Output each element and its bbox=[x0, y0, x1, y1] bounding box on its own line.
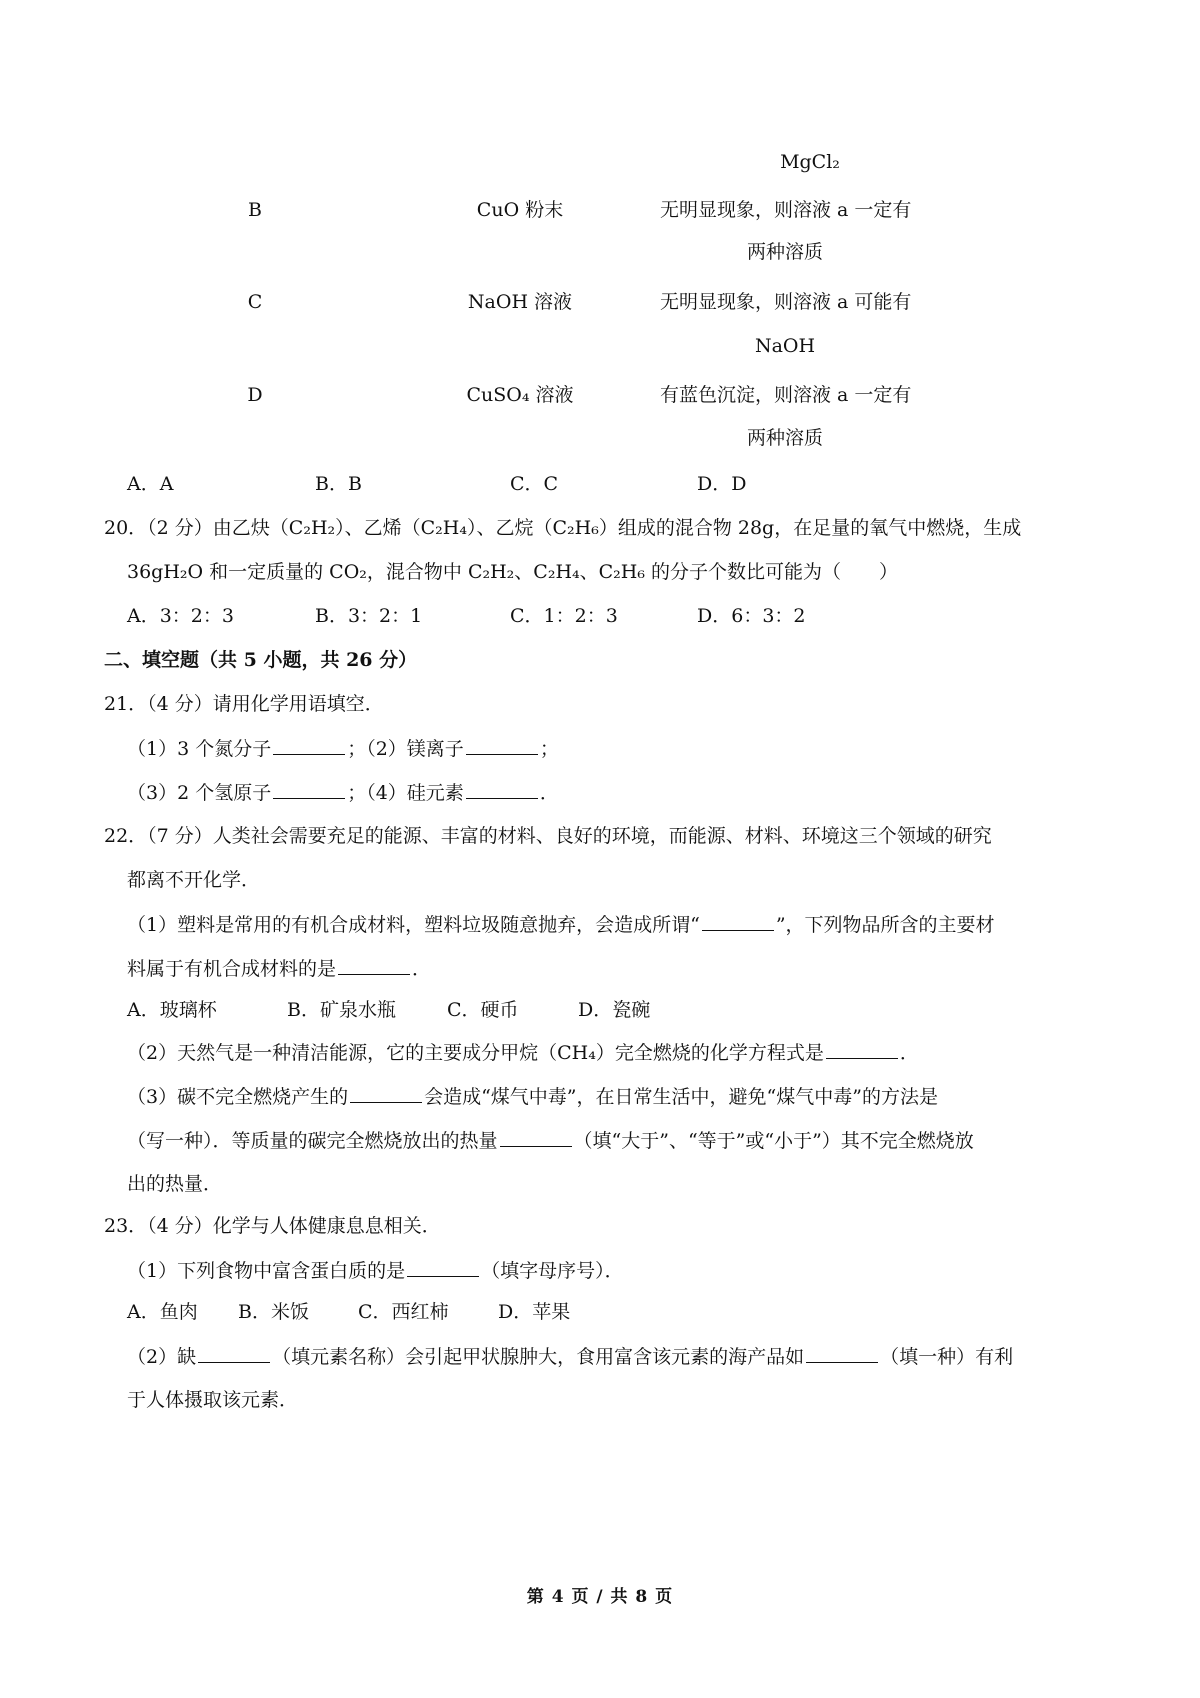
q23-sub2-text-a: （2）缺 bbox=[127, 1346, 197, 1368]
q22-option-d: D．瓷碗 bbox=[578, 999, 651, 1021]
q22-sub3-line3: 出的热量． bbox=[127, 1173, 223, 1195]
q22-sub1-line1 bbox=[127, 912, 995, 937]
q20-stem-line2: 36gH₂O 和一定质量的 CO₂，混合物中 C₂H₂、C₂H₄、C₂H₆ 的分子个数比可能为（ ） bbox=[127, 561, 899, 583]
q21-part4-label: ；（4）硅元素 bbox=[347, 782, 464, 804]
q19-option-b: B．B bbox=[315, 473, 362, 495]
q23-sub1-text-a: （1）下列食物中富含蛋白质的是 bbox=[127, 1260, 406, 1282]
q22-sub1-text-b: ”，下列物品所含的主要材 bbox=[775, 914, 995, 936]
q21-part3-label: （3）2 个氢原子 bbox=[127, 782, 272, 804]
table-row-d-result-line1: 有蓝色沉淀，则溶液 a 一定有 bbox=[660, 384, 912, 406]
q21-blank-2[interactable] bbox=[466, 736, 538, 755]
q22-stem-line1: 22．（7 分）人类社会需要充足的能源、丰富的材料、良好的环境，而能源、材料、环境这三个领域的研究 bbox=[104, 825, 992, 847]
q22-sub2-text-a: （2）天然气是一种清洁能源，它的主要成分甲烷（CH₄）完全燃烧的化学方程式是 bbox=[127, 1042, 824, 1064]
q23-sub2-text-c: （填一种）有利 bbox=[880, 1346, 1014, 1368]
q22-sub3-line2 bbox=[127, 1128, 974, 1153]
q23-option-b: B．米饭 bbox=[238, 1301, 309, 1323]
q23-sub2-line2: 于人体摄取该元素． bbox=[127, 1389, 299, 1411]
q23-option-a: A．鱼肉 bbox=[127, 1301, 198, 1323]
q23-sub1-text-b: （填字母序号）． bbox=[481, 1260, 624, 1282]
page-footer: 第 4 页 / 共 8 页 bbox=[526, 1587, 674, 1607]
table-row-b-label: B bbox=[248, 199, 262, 221]
q22-sub1-text-a: （1）塑料是常用的有机合成材料，塑料垃圾随意抛弃，会造成所谓“ bbox=[127, 914, 700, 936]
q22-blank-1[interactable] bbox=[702, 912, 774, 931]
q22-sub3-text-b: 会造成“煤气中毒”，在日常生活中，避免“煤气中毒”的方法是 bbox=[424, 1086, 938, 1108]
q22-blank-4[interactable] bbox=[350, 1084, 422, 1103]
q22-sub3-line1 bbox=[127, 1084, 938, 1109]
q23-blank-2[interactable] bbox=[198, 1344, 270, 1363]
q22-sub1-text-c: 料属于有机合成材料的是 bbox=[127, 958, 337, 980]
q21-part1-label: （1）3 个氮分子 bbox=[127, 738, 272, 760]
q22-blank-2[interactable] bbox=[338, 956, 410, 975]
q21-blank-1[interactable] bbox=[273, 736, 345, 755]
q22-sub1-text-d: ． bbox=[412, 958, 432, 980]
q22-stem-line2: 都离不开化学． bbox=[127, 869, 261, 891]
table-row-d-result-line2: 两种溶质 bbox=[746, 427, 823, 449]
q21-part2-label: ；（2）镁离子 bbox=[347, 738, 464, 760]
q23-blank-1[interactable] bbox=[407, 1258, 479, 1277]
q22-sub3-text-c: （写一种）．等质量的碳完全燃烧放出的热量 bbox=[127, 1130, 498, 1152]
table-row-c-reagent: NaOH 溶液 bbox=[467, 291, 573, 313]
q22-blank-3[interactable] bbox=[826, 1040, 898, 1059]
q20-option-b: B．3：2：1 bbox=[315, 605, 423, 627]
q21-stem: 21．（4 分）请用化学用语填空． bbox=[104, 693, 384, 715]
q21-blank-4[interactable] bbox=[466, 780, 538, 799]
section-title: 二、填空题（共 5 小题，共 26 分） bbox=[104, 649, 418, 671]
q23-sub1 bbox=[127, 1258, 624, 1283]
table-row-a-result-line2: MgCl₂ bbox=[780, 151, 840, 173]
table-row-c-result-line2: NaOH bbox=[754, 335, 816, 357]
table-row-b-result-line1: 无明显现象，则溶液 a 一定有 bbox=[660, 199, 912, 221]
q22-sub3-text-d: （填“大于”、“等于”或“小于”）其不完全燃烧放 bbox=[573, 1130, 974, 1152]
q21-line1-end: ； bbox=[539, 738, 559, 760]
table-row-b-result-line2: 两种溶质 bbox=[746, 241, 823, 263]
q22-sub2 bbox=[127, 1040, 919, 1065]
q19-option-d: D．D bbox=[697, 473, 747, 495]
q23-blank-3[interactable] bbox=[806, 1344, 878, 1363]
q22-option-c: C．硬币 bbox=[447, 999, 519, 1021]
q21-line2-end: ． bbox=[539, 782, 559, 804]
q19-option-a: A．A bbox=[127, 473, 174, 495]
table-row-c-label: C bbox=[247, 291, 263, 313]
q22-sub1-line2 bbox=[127, 956, 431, 981]
table-row-c-result-line1: 无明显现象，则溶液 a 可能有 bbox=[660, 291, 912, 313]
table-row-b-reagent: CuO 粉末 bbox=[476, 199, 564, 221]
q22-sub3-text-a: （3）碳不完全燃烧产生的 bbox=[127, 1086, 349, 1108]
q20-option-d: D．6：3：2 bbox=[697, 605, 806, 627]
q23-sub2-line1 bbox=[127, 1344, 1013, 1369]
q20-option-a: A．3：2：3 bbox=[127, 605, 234, 627]
q22-sub2-text-b: ． bbox=[899, 1042, 919, 1064]
q21-line1 bbox=[127, 736, 559, 761]
q22-option-a: A．玻璃杯 bbox=[127, 999, 217, 1021]
q20-stem-line1: 20．（2 分）由乙炔（C₂H₂）、乙烯（C₂H₄）、乙烷（C₂H₆）组成的混合物 28g，在足量的氧气中燃烧，生成 bbox=[104, 517, 1022, 539]
q23-option-c: C．西红柿 bbox=[358, 1301, 449, 1323]
q22-option-b: B．矿泉水瓶 bbox=[287, 999, 396, 1021]
q20-option-c: C．1：2：3 bbox=[510, 605, 618, 627]
q19-option-c: C．C bbox=[510, 473, 559, 495]
q23-sub2-text-b: （填元素名称）会引起甲状腺肿大，食用富含该元素的海产品如 bbox=[272, 1346, 805, 1368]
q23-stem: 23．（4 分）化学与人体健康息息相关． bbox=[104, 1215, 441, 1237]
table-row-d-reagent: CuSO₄ 溶液 bbox=[466, 384, 574, 406]
q23-option-d: D．苹果 bbox=[498, 1301, 571, 1323]
table-row-d-label: D bbox=[247, 384, 263, 406]
q21-blank-3[interactable] bbox=[273, 780, 345, 799]
q22-blank-5[interactable] bbox=[500, 1128, 572, 1147]
q21-line2 bbox=[127, 780, 559, 805]
